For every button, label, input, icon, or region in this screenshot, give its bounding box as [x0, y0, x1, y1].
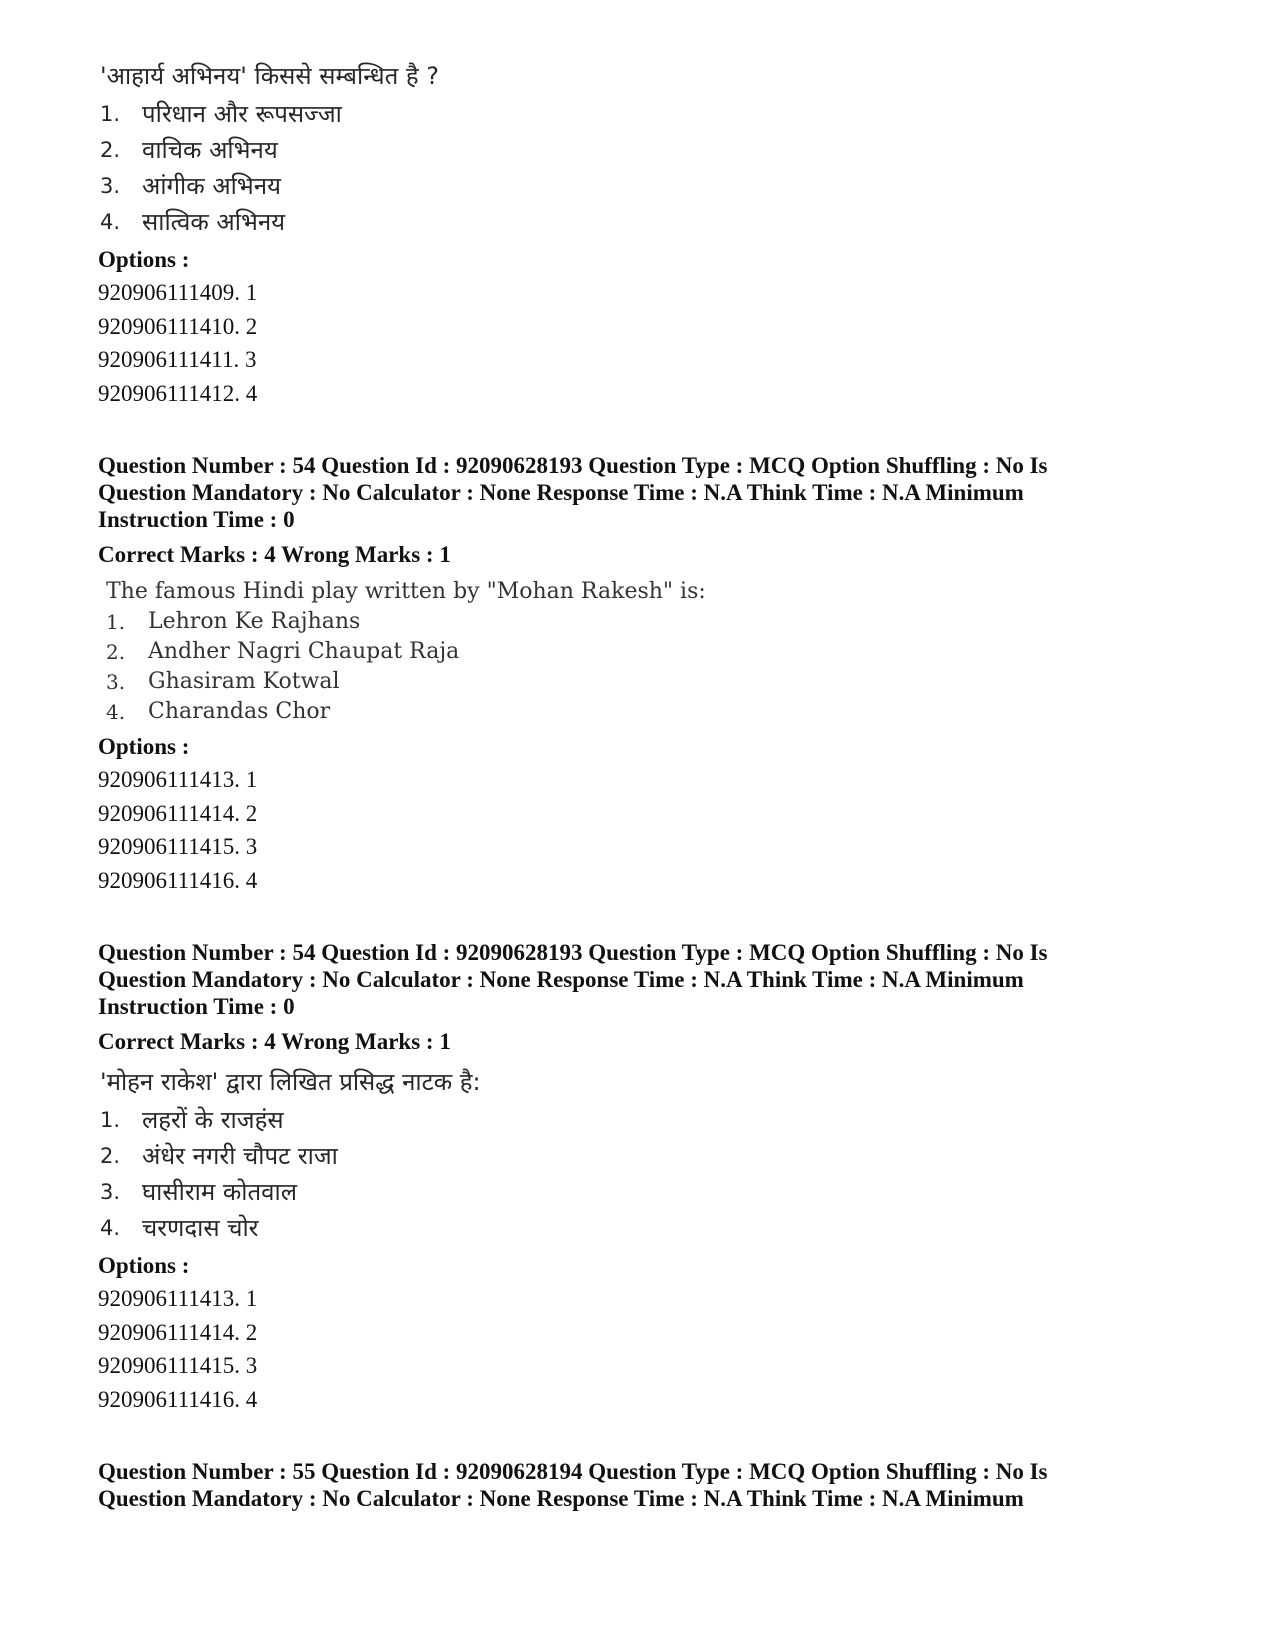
- choice-number: 3.: [100, 1180, 121, 1204]
- option-id: 920906111415. 3: [98, 834, 258, 859]
- choice-number: 1.: [100, 1108, 121, 1132]
- choice-item: [100, 1138, 1188, 1174]
- option-id: 920906111414. 2: [98, 800, 258, 826]
- question-meta-line: Question Number : 55 Question Id : 92090628194 Question Type : MCQ Option Shuffling : No Is: [98, 1459, 1048, 1484]
- question-image-hindi-2: [98, 1064, 1188, 1246]
- option-id: 920906111413. 1: [98, 1286, 258, 1311]
- options-heading: Options :: [98, 247, 190, 272]
- choice-item: [106, 667, 1188, 697]
- choice-number: 3.: [106, 670, 126, 694]
- choice-item: [106, 637, 1188, 667]
- question-meta: [98, 1458, 1188, 1512]
- choice-number: 3.: [100, 174, 121, 198]
- choice-text: लहरों के राजहंस: [142, 1106, 284, 1134]
- question-meta-line: Question Number : 54 Question Id : 92090628193 Question Type : MCQ Option Shuffling : No Is: [98, 940, 1048, 965]
- choice-number: 4.: [100, 210, 121, 234]
- question-meta-line: Question Mandatory : No Calculator : None Response Time : N.A Think Time : N.A Minimum: [98, 1486, 1024, 1511]
- option-id: 920906111416. 4: [98, 1386, 258, 1412]
- choice-item: [106, 697, 1188, 727]
- question-meta-line: Question Number : 54 Question Id : 92090628193 Question Type : MCQ Option Shuffling : No Is: [98, 453, 1048, 478]
- choice-item: [100, 1174, 1188, 1210]
- marks-line: Correct Marks : 4 Wrong Marks : 1: [98, 1029, 451, 1054]
- question-meta-line: Question Mandatory : No Calculator : None Response Time : N.A Think Time : N.A Minimum: [98, 480, 1024, 505]
- question-meta-line: Question Mandatory : No Calculator : None Response Time : N.A Think Time : N.A Minimum: [98, 967, 1024, 992]
- question-text: 'आहार्य अभिनय' किससे सम्बन्धित है ?: [100, 62, 440, 90]
- option-id: 920906111415. 3: [98, 1353, 258, 1378]
- choice-item: [100, 204, 1188, 240]
- options-heading: Options :: [98, 734, 190, 759]
- choice-item: [100, 168, 1188, 204]
- choice-text: वाचिक अभिनय: [142, 136, 278, 164]
- choice-text: Lehron Ke Rajhans: [148, 609, 361, 634]
- choice-item: [100, 132, 1188, 168]
- choice-number: 1.: [106, 610, 126, 634]
- question-text: 'मोहन राकेश' द्वारा लिखित प्रसिद्ध नाटक है:: [100, 1068, 481, 1096]
- choice-number: 2.: [106, 640, 126, 664]
- option-id: 920906111416. 4: [98, 867, 258, 893]
- choice-number: 4.: [100, 1216, 121, 1240]
- question-image-hindi-1: [98, 58, 1188, 240]
- choice-text: Andher Nagri Chaupat Raja: [148, 639, 460, 664]
- choice-item: [100, 1102, 1188, 1138]
- choice-text: आंगीक अभिनय: [142, 172, 281, 200]
- choice-text: घासीराम कोतवाल: [142, 1178, 298, 1206]
- choice-number: 4.: [106, 700, 126, 724]
- choice-text: अंधेर नगरी चौपट राजा: [142, 1142, 338, 1170]
- option-id: 920906111412. 4: [98, 380, 258, 406]
- choice-item: [100, 1210, 1188, 1246]
- option-id: 920906111411. 3: [98, 347, 257, 372]
- question-meta: [98, 939, 1188, 1020]
- option-id: 920906111410. 2: [98, 313, 258, 339]
- option-id: 920906111414. 2: [98, 1319, 258, 1345]
- choice-number: 2.: [100, 138, 121, 162]
- question-image-english: [98, 577, 1188, 727]
- document-page: [98, 58, 1188, 1512]
- options-heading: Options :: [98, 1253, 190, 1278]
- option-id: 920906111409. 1: [98, 280, 258, 305]
- choice-text: परिधान और रूपसज्जा: [142, 100, 342, 128]
- choice-text: Ghasiram Kotwal: [148, 669, 340, 694]
- choice-text: Charandas Chor: [148, 699, 331, 724]
- question-meta-line: Instruction Time : 0: [98, 994, 295, 1019]
- marks-line: Correct Marks : 4 Wrong Marks : 1: [98, 542, 451, 567]
- option-id: 920906111413. 1: [98, 767, 258, 792]
- choice-number: 1.: [100, 102, 121, 126]
- choice-item: [106, 607, 1188, 637]
- question-meta-line: Instruction Time : 0: [98, 507, 295, 532]
- question-meta: [98, 452, 1188, 533]
- choice-text: सात्विक अभिनय: [142, 208, 286, 236]
- choice-item: [100, 96, 1188, 132]
- choice-number: 2.: [100, 1144, 121, 1168]
- question-text: The famous Hindi play written by "Mohan Rakesh" is:: [106, 579, 706, 604]
- choice-text: चरणदास चोर: [142, 1214, 259, 1242]
